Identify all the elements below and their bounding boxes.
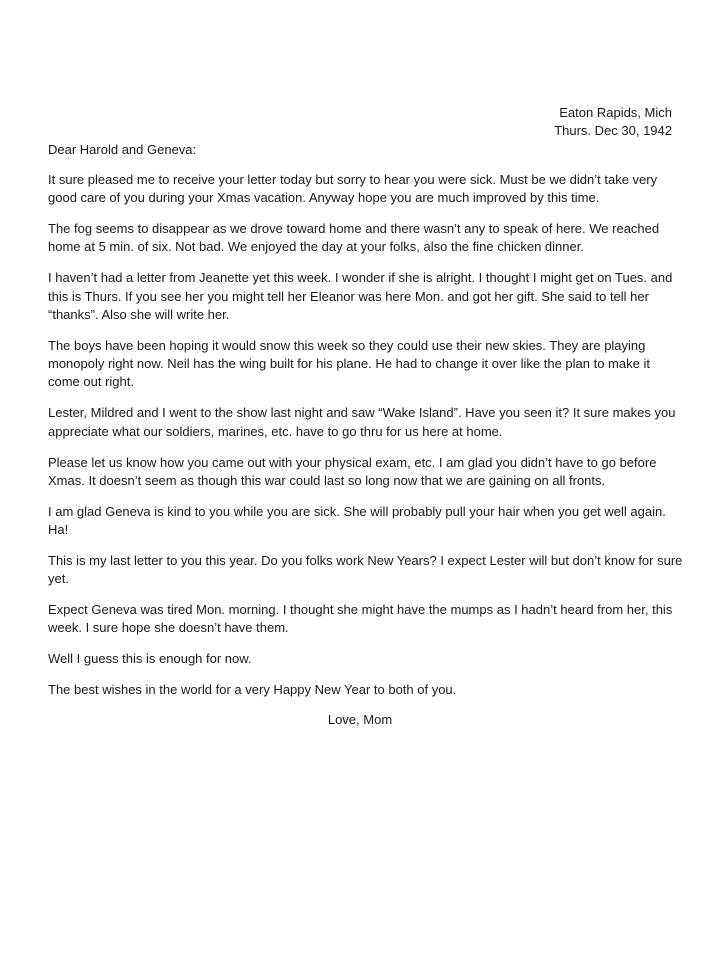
paragraph-10: Well I guess this is enough for now. xyxy=(48,651,252,667)
paragraph-4: The boys have been hoping it would snow this week so they could use their new skies. They are playing monopoly right now. Neil has the wing built for his plane. He had to change it over like the plan to make it come out right. xyxy=(48,337,650,390)
paragraph-6: Please let us know how you came out with your physical exam, etc. I am glad you didn’t have to go before Xmas. It doesn’t seem as though this war could last so long now that we are gaining on all fronts. xyxy=(48,454,657,488)
paragraph-2: The fog seems to disappear as we drove toward home and there wasn’t any to speak of here. We reached home at 5 min. of six. Not bad. We enjoyed the day at your folks, also the fine chicken dinner. xyxy=(48,221,660,255)
paragraph-1: It sure pleased me to receive your letter today but sorry to hear you were sick. Must be we didn’t take very good care of you during your Xmas vacation. Anyway hope you are much improved by this time. xyxy=(48,172,658,206)
paragraph-8: This is my last letter to you this year. Do you folks work New Years? I expect Lester will but don’t know for sure yet. xyxy=(48,552,683,587)
letter-address xyxy=(554,104,672,140)
letter-date: Thurs. Dec 30, 1942 xyxy=(554,123,672,138)
letter-body xyxy=(48,171,684,712)
paragraph-11: The best wishes in the world for a very Happy New Year to both of you. xyxy=(48,682,457,698)
address-place: Eaton Rapids, Mich xyxy=(559,105,672,120)
paragraph-3: I haven’t had a letter from Jeanette yet this week. I wonder if she is alright. I thought I might get on Tues. and this is Thurs. If you see her you might tell her Eleanor was here Mon. and got her gift. She said to tell her “thanks”. Also she will write her. xyxy=(48,270,673,322)
paragraph-7: I am glad Geneva is kind to you while you are sick. She will probably pull your hair when you get well again. Ha! xyxy=(48,503,666,538)
letter-closing xyxy=(0,711,720,729)
paragraph-9: Expect Geneva was tired Mon. morning. I thought she might have the mumps as I hadn’t heard from her, this week. I sure hope she doesn’t have them. xyxy=(48,602,673,636)
closing-signature: Love, Mom xyxy=(327,712,393,727)
salutation: Dear Harold and Geneva: xyxy=(48,142,197,157)
paragraph-5: Lester, Mildred and I went to the show last night and saw “Wake Island”. Have you seen it? It sure makes you appreciate what our soldiers, marines, etc. have to go thru for us here at home. xyxy=(48,405,676,439)
